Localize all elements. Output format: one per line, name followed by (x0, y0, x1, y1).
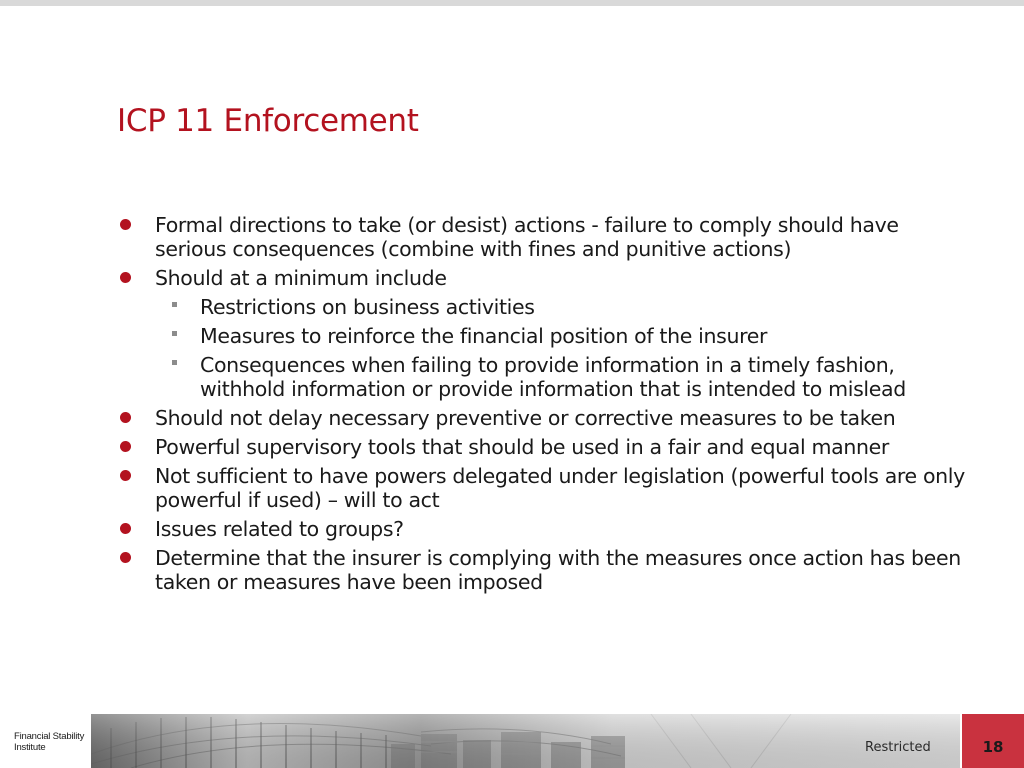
bullet-item (117, 517, 967, 541)
slide-title: ICP 11 Enforcement (117, 103, 419, 139)
bullet-text: Should at a minimum include (155, 266, 447, 290)
sub-bullet-item (117, 353, 967, 401)
round-bullet-icon (120, 272, 131, 283)
round-bullet-icon (120, 441, 131, 452)
bullet-item (117, 464, 967, 512)
bullet-text: Powerful supervisory tools that should be used in a fair and equal manner (155, 435, 889, 459)
round-bullet-icon (120, 219, 131, 230)
page-number: 18 (982, 738, 1004, 756)
bullet-list (117, 213, 967, 594)
round-bullet-icon (120, 523, 131, 534)
sub-bullet-text: Restrictions on business activities (200, 295, 535, 319)
top-divider-bar (0, 0, 1024, 6)
slide-body (117, 213, 967, 599)
bullet-item (117, 435, 967, 459)
bullet-item (117, 266, 967, 290)
bullet-item (117, 546, 967, 594)
square-bullet-icon (172, 302, 177, 307)
logo-line-2: Institute (14, 742, 46, 753)
sub-bullet-item (117, 324, 967, 348)
bullet-text: Formal directions to take (or desist) actions - failure to comply should have serious consequences (combine with fines and punitive actions) (155, 213, 899, 261)
square-bullet-icon (172, 360, 177, 365)
bullet-item (117, 406, 967, 430)
round-bullet-icon (120, 412, 131, 423)
sub-bullet-text: Measures to reinforce the financial position of the insurer (200, 324, 768, 348)
logo-line-1: Financial Stability (14, 731, 85, 742)
bullet-text: Not sufficient to have powers delegated under legislation (powerful tools are only powerful if used) – will to act (155, 464, 965, 512)
classification-label: Restricted (865, 740, 931, 755)
square-bullet-icon (172, 331, 177, 336)
fsi-logo (14, 731, 84, 753)
bullet-text: Should not delay necessary preventive or corrective measures to be taken (155, 406, 896, 430)
bullet-text: Issues related to groups? (155, 517, 404, 541)
round-bullet-icon (120, 470, 131, 481)
sub-bullet-item (117, 295, 967, 319)
bullet-text: Determine that the insurer is complying with the measures once action has been taken or measures have been imposed (155, 546, 961, 594)
page-number-box (962, 714, 1024, 768)
round-bullet-icon (120, 552, 131, 563)
slide-footer (0, 714, 1024, 768)
sub-bullet-text: Consequences when failing to provide information in a timely fashion, withhold information or provide information that is intended to mislead (200, 353, 906, 401)
footer-architecture-image (91, 714, 960, 768)
bullet-item (117, 213, 967, 261)
